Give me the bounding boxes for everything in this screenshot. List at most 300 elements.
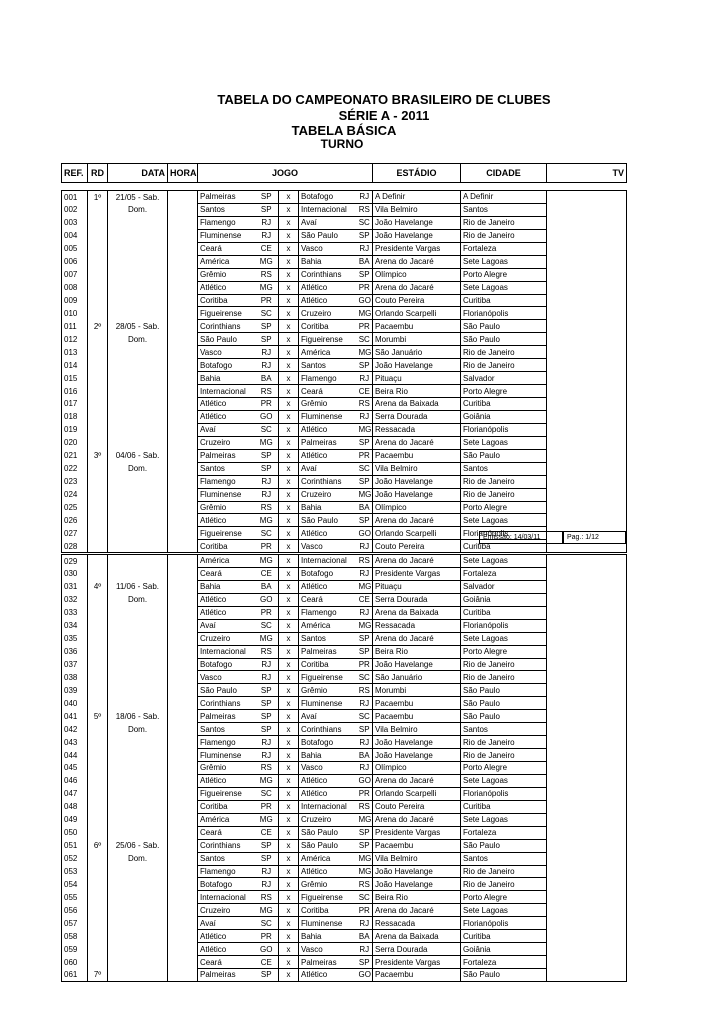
round — [88, 593, 108, 606]
match-date: 21/05 - Sab. — [108, 191, 168, 204]
city: Salvador — [461, 372, 547, 385]
round: 7º — [88, 969, 108, 982]
home-state: SP — [255, 852, 279, 865]
city: São Paulo — [461, 449, 547, 462]
city: São Paulo — [461, 710, 547, 723]
stadium: Couto Pereira — [373, 294, 461, 307]
match-time — [168, 398, 198, 411]
match-date — [108, 671, 168, 684]
away-state: SP — [357, 436, 373, 449]
away-state: MG — [358, 425, 372, 435]
match-date: Dom. — [108, 462, 168, 475]
versus-mark: x — [279, 917, 299, 930]
match-time — [168, 684, 198, 697]
away-state: RJ — [357, 191, 373, 204]
away-team: Atlético — [299, 281, 357, 294]
table-row — [62, 475, 627, 488]
stadium: Morumbi — [373, 333, 461, 346]
match-ref: 053 — [62, 865, 88, 878]
away-state: SP — [357, 826, 373, 839]
away-team: Atlético — [299, 449, 357, 462]
match-ref: 044 — [62, 749, 88, 762]
match-time — [168, 671, 198, 684]
home-team: Flamengo — [198, 216, 255, 229]
city: Sete Lagoas — [461, 904, 547, 917]
tv-channel — [547, 800, 627, 813]
city: Sete Lagoas — [461, 632, 547, 645]
match-date — [108, 697, 168, 710]
away-team: Coritiba — [299, 904, 357, 917]
away-team: Grêmio — [299, 878, 357, 891]
column-header-row — [61, 163, 627, 183]
match-time — [168, 385, 198, 398]
round — [88, 891, 108, 904]
city: Curitiba — [461, 800, 547, 813]
match-ref: 040 — [62, 697, 88, 710]
table-row — [62, 359, 627, 372]
away-team: Botafogo — [299, 567, 357, 580]
away-team: Coritiba — [299, 320, 357, 333]
round — [88, 475, 108, 488]
stadium: Olímpico — [373, 762, 461, 775]
away-state: SC — [357, 671, 373, 684]
tv-channel — [547, 229, 627, 242]
away-state: MG — [358, 815, 372, 825]
match-ref: 045 — [62, 762, 88, 775]
away-team: Cruzeiro — [299, 813, 357, 826]
away-team: Vasco — [299, 540, 357, 553]
tv-channel — [547, 320, 627, 333]
match-date — [108, 385, 168, 398]
match-date — [108, 540, 168, 553]
match-time — [168, 904, 198, 917]
match-time — [168, 839, 198, 852]
match-time — [168, 580, 198, 593]
stadium: São Januário — [373, 671, 461, 684]
match-ref: 039 — [62, 684, 88, 697]
versus-mark: x — [279, 736, 299, 749]
home-state: CE — [255, 826, 279, 839]
versus-mark: x — [279, 216, 299, 229]
city: Rio de Janeiro — [461, 658, 547, 671]
stadium: João Havelange — [373, 878, 461, 891]
match-time — [168, 294, 198, 307]
match-time — [168, 540, 198, 553]
table-row — [62, 762, 627, 775]
stadium: João Havelange — [373, 749, 461, 762]
home-team: Cruzeiro — [198, 632, 255, 645]
table-row — [62, 501, 627, 514]
match-time — [168, 475, 198, 488]
away-state: PR — [357, 449, 373, 462]
match-time — [168, 410, 198, 423]
round — [88, 787, 108, 800]
round — [88, 501, 108, 514]
tv-channel — [547, 488, 627, 501]
match-date — [108, 255, 168, 268]
match-date: 11/06 - Sab. — [108, 580, 168, 593]
home-team: Palmeiras — [198, 191, 255, 204]
away-team: Avaí — [299, 462, 357, 475]
home-state: RJ — [255, 359, 279, 372]
away-team: Fluminense — [299, 410, 357, 423]
match-ref: 020 — [62, 436, 88, 449]
round — [88, 410, 108, 423]
home-state: SP — [255, 839, 279, 852]
match-ref: 051 — [62, 839, 88, 852]
tv-channel — [547, 723, 627, 736]
stadium: João Havelange — [373, 229, 461, 242]
away-team: Atlético — [299, 580, 357, 593]
col-header-rd: RD — [88, 164, 108, 183]
home-state: RS — [255, 385, 279, 398]
versus-mark: x — [279, 462, 299, 475]
city: Rio de Janeiro — [461, 359, 547, 372]
home-team: Botafogo — [198, 359, 255, 372]
city: São Paulo — [461, 333, 547, 346]
tv-channel — [547, 826, 627, 839]
match-date — [108, 813, 168, 826]
away-state: RJ — [357, 762, 373, 775]
city: São Paulo — [461, 697, 547, 710]
tv-channel — [547, 423, 627, 436]
tv-channel — [547, 774, 627, 787]
city: Porto Alegre — [461, 501, 547, 514]
tv-channel — [547, 956, 627, 969]
away-team: Bahia — [299, 255, 357, 268]
col-header-hora: HORA — [168, 164, 198, 183]
city: Sete Lagoas — [461, 555, 547, 568]
round — [88, 723, 108, 736]
tv-channel — [547, 307, 627, 320]
away-state: GO — [358, 295, 371, 305]
home-team: Ceará — [198, 242, 255, 255]
match-time — [168, 736, 198, 749]
table-row — [62, 410, 627, 423]
tv-channel — [547, 697, 627, 710]
match-date — [108, 865, 168, 878]
match-date — [108, 632, 168, 645]
table-row — [62, 956, 627, 969]
round — [88, 514, 108, 527]
stadium: Pacaembu — [373, 839, 461, 852]
match-time — [168, 333, 198, 346]
match-ref: 024 — [62, 488, 88, 501]
match-ref: 005 — [62, 242, 88, 255]
tv-channel — [547, 917, 627, 930]
match-ref: 003 — [62, 216, 88, 229]
city: Salvador — [461, 580, 547, 593]
match-ref: 018 — [62, 410, 88, 423]
away-state: SP — [357, 229, 373, 242]
match-ref: 046 — [62, 774, 88, 787]
tv-channel — [547, 865, 627, 878]
stadium: Arena do Jacaré — [373, 514, 461, 527]
versus-mark: x — [279, 813, 299, 826]
match-date: Dom. — [108, 593, 168, 606]
round: 6º — [88, 839, 108, 852]
stadium: João Havelange — [373, 475, 461, 488]
tv-channel — [547, 943, 627, 956]
home-team: Grêmio — [198, 501, 255, 514]
match-date: 28/05 - Sab. — [108, 320, 168, 333]
stadium: Arena do Jacaré — [373, 255, 461, 268]
stadium: Pacaembu — [373, 710, 461, 723]
stadium: Presidente Vargas — [373, 956, 461, 969]
match-ref: 055 — [62, 891, 88, 904]
stadium: A Definir — [373, 191, 461, 204]
match-date — [108, 229, 168, 242]
match-date — [108, 216, 168, 229]
match-ref: 047 — [62, 787, 88, 800]
home-team: Corinthians — [198, 320, 255, 333]
col-header-data: DATA — [108, 164, 168, 183]
match-ref: 058 — [62, 930, 88, 943]
fixtures-table-page1 — [61, 190, 627, 553]
home-state: PR — [255, 800, 279, 813]
city: Curitiba — [461, 930, 547, 943]
away-team: Palmeiras — [299, 956, 357, 969]
match-ref: 031 — [62, 580, 88, 593]
match-date — [108, 930, 168, 943]
stadium: Arena do Jacaré — [373, 813, 461, 826]
away-team: Vasco — [299, 242, 357, 255]
away-state: RJ — [357, 410, 373, 423]
stadium: Couto Pereira — [373, 800, 461, 813]
away-team: América — [299, 852, 357, 865]
match-ref: 023 — [62, 475, 88, 488]
round: 3º — [88, 449, 108, 462]
away-team: Bahia — [299, 930, 357, 943]
match-time — [168, 943, 198, 956]
round — [88, 658, 108, 671]
match-time — [168, 787, 198, 800]
home-team: Figueirense — [198, 307, 255, 320]
round — [88, 852, 108, 865]
versus-mark: x — [279, 436, 299, 449]
city: Rio de Janeiro — [461, 346, 547, 359]
city: Curitiba — [461, 294, 547, 307]
tv-channel — [547, 710, 627, 723]
col-header-cidade: CIDADE — [461, 164, 547, 183]
versus-mark: x — [279, 606, 299, 619]
stadium: São Januário — [373, 346, 461, 359]
match-ref: 028 — [62, 540, 88, 553]
home-team: Flamengo — [198, 475, 255, 488]
match-date — [108, 969, 168, 982]
document-subtitle: SÉRIE A - 2011 — [338, 108, 430, 123]
home-state: MG — [255, 904, 279, 917]
table-row — [62, 749, 627, 762]
tv-channel — [547, 255, 627, 268]
home-state: SP — [255, 320, 279, 333]
match-ref: 036 — [62, 645, 88, 658]
tv-channel — [547, 216, 627, 229]
round — [88, 878, 108, 891]
home-state: RJ — [255, 475, 279, 488]
city: Florianópolis — [461, 423, 547, 436]
match-time — [168, 723, 198, 736]
match-date — [108, 774, 168, 787]
away-state: MG — [358, 621, 372, 631]
tv-channel — [547, 787, 627, 800]
tv-channel — [547, 436, 627, 449]
table-row — [62, 658, 627, 671]
away-team: Internacional — [299, 800, 357, 813]
city: Sete Lagoas — [461, 774, 547, 787]
table-row — [62, 632, 627, 645]
table-row — [62, 878, 627, 891]
round — [88, 567, 108, 580]
home-team: Figueirense — [198, 787, 255, 800]
round — [88, 684, 108, 697]
away-state: MG — [358, 854, 372, 864]
versus-mark: x — [279, 385, 299, 398]
match-ref: 004 — [62, 229, 88, 242]
stadium: Morumbi — [373, 684, 461, 697]
round — [88, 294, 108, 307]
match-time — [168, 606, 198, 619]
home-team: Botafogo — [198, 878, 255, 891]
stadium: Orlando Scarpelli — [373, 307, 461, 320]
versus-mark: x — [279, 658, 299, 671]
home-team: São Paulo — [198, 333, 255, 346]
away-state: PR — [357, 658, 373, 671]
table-row — [62, 320, 627, 333]
home-state: GO — [255, 593, 279, 606]
match-time — [168, 449, 198, 462]
city: Rio de Janeiro — [461, 671, 547, 684]
match-ref: 008 — [62, 281, 88, 294]
versus-mark: x — [279, 865, 299, 878]
home-state: SP — [255, 710, 279, 723]
tv-channel — [547, 333, 627, 346]
table-row — [62, 567, 627, 580]
versus-mark: x — [279, 540, 299, 553]
match-ref: 057 — [62, 917, 88, 930]
stadium: Presidente Vargas — [373, 567, 461, 580]
away-state: SC — [357, 710, 373, 723]
match-date — [108, 488, 168, 501]
match-time — [168, 242, 198, 255]
city: Florianópolis — [461, 917, 547, 930]
away-team: Corinthians — [299, 723, 357, 736]
versus-mark: x — [279, 567, 299, 580]
home-state: RS — [255, 501, 279, 514]
tv-channel — [547, 242, 627, 255]
table-row — [62, 436, 627, 449]
table-row — [62, 826, 627, 839]
table-row — [62, 865, 627, 878]
versus-mark: x — [279, 710, 299, 723]
match-ref: 022 — [62, 462, 88, 475]
home-state: RJ — [255, 488, 279, 501]
city: Santos — [461, 852, 547, 865]
round — [88, 736, 108, 749]
match-time — [168, 567, 198, 580]
home-state: SP — [255, 684, 279, 697]
match-ref: 015 — [62, 372, 88, 385]
home-state: SP — [255, 697, 279, 710]
city: Rio de Janeiro — [461, 736, 547, 749]
versus-mark: x — [279, 787, 299, 800]
match-time — [168, 436, 198, 449]
tv-channel — [547, 191, 627, 204]
away-state: CE — [357, 593, 373, 606]
stadium: Pacaembu — [373, 320, 461, 333]
city: Goiânia — [461, 943, 547, 956]
table-row — [62, 423, 627, 436]
away-team: Corinthians — [299, 475, 357, 488]
table-row — [62, 488, 627, 501]
city: Sete Lagoas — [461, 255, 547, 268]
match-time — [168, 488, 198, 501]
home-team: Cruzeiro — [198, 904, 255, 917]
round: 2º — [88, 320, 108, 333]
stadium: Ressacada — [373, 619, 461, 632]
home-state: GO — [255, 410, 279, 423]
tv-channel — [547, 671, 627, 684]
stadium: Olímpico — [373, 501, 461, 514]
match-ref: 049 — [62, 813, 88, 826]
versus-mark: x — [279, 839, 299, 852]
away-state: GO — [358, 776, 371, 786]
away-team: Vasco — [299, 762, 357, 775]
stadium: João Havelange — [373, 865, 461, 878]
home-team: Vasco — [198, 671, 255, 684]
versus-mark: x — [279, 943, 299, 956]
round — [88, 527, 108, 540]
city: Goiânia — [461, 593, 547, 606]
match-ref: 048 — [62, 800, 88, 813]
match-time — [168, 372, 198, 385]
home-team: Santos — [198, 723, 255, 736]
stadium: Ressacada — [373, 917, 461, 930]
away-state: GO — [358, 528, 371, 538]
home-team: Coritiba — [198, 800, 255, 813]
tv-channel — [547, 658, 627, 671]
home-state: MG — [255, 514, 279, 527]
match-time — [168, 307, 198, 320]
tv-channel — [547, 372, 627, 385]
match-date — [108, 800, 168, 813]
away-state: SP — [357, 359, 373, 372]
away-state: SP — [357, 632, 373, 645]
away-team: Flamengo — [299, 372, 357, 385]
table-row — [62, 891, 627, 904]
away-team: América — [299, 619, 357, 632]
stadium: Pacaembu — [373, 969, 461, 982]
tv-channel — [547, 606, 627, 619]
tv-channel — [547, 904, 627, 917]
stadium: Arena do Jacaré — [373, 555, 461, 568]
match-date — [108, 606, 168, 619]
round — [88, 619, 108, 632]
versus-mark: x — [279, 684, 299, 697]
match-date — [108, 410, 168, 423]
away-state: RJ — [357, 540, 373, 553]
city: Porto Alegre — [461, 891, 547, 904]
home-state: SC — [255, 917, 279, 930]
table-row — [62, 813, 627, 826]
stadium: Arena da Baixada — [373, 930, 461, 943]
match-ref: 030 — [62, 567, 88, 580]
table-row — [62, 462, 627, 475]
away-state: RS — [357, 878, 373, 891]
stadium: Arena do Jacaré — [373, 436, 461, 449]
home-state: BA — [255, 372, 279, 385]
home-team: Bahia — [198, 580, 255, 593]
